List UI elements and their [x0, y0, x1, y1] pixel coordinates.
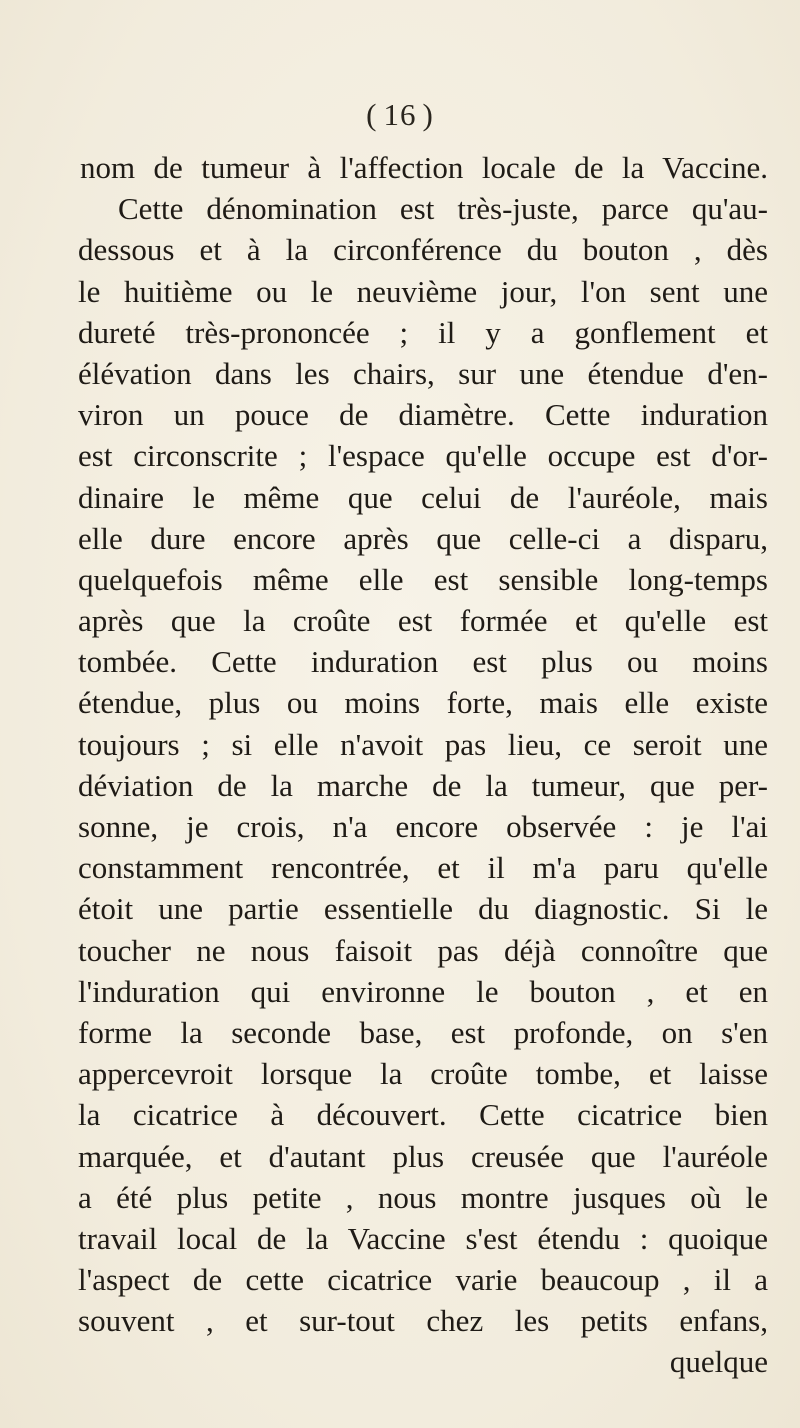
page-number-open-paren: (: [366, 97, 378, 132]
text-line: étoit une partie essentielle du diagnostic. Si le: [78, 891, 768, 927]
text-line: appercevroit lorsque la croûte tombe, et laisse: [78, 1056, 768, 1092]
text-line: travail local de la Vaccine s'est étendu : quoique: [78, 1220, 768, 1256]
text-line: Cette dénomination est très-juste, parce qu'au-: [118, 191, 768, 227]
text-line: sonne, je crois, n'a encore observée : je l'ai: [78, 809, 768, 844]
text-line: le huitième ou le neuvième jour, l'on sent une: [78, 273, 768, 309]
page-number-value: 16: [383, 97, 417, 132]
text-line: la cicatrice à découvert. Cette cicatrice bien: [78, 1097, 768, 1133]
text-line: est circonscrite ; l'espace qu'elle occupe est d'or-: [78, 438, 768, 474]
text-line: dessous et à la circonférence du bouton , dès: [78, 232, 768, 268]
catchword: quelque: [669, 1344, 768, 1380]
text-line: étendue, plus ou moins forte, mais elle existe: [78, 685, 768, 721]
text-line: toujours ; si elle n'avoit pas lieu, ce seroit une: [78, 726, 768, 762]
text-line: viron un pouce de diamètre. Cette induration: [78, 397, 768, 433]
text-line: marquée, et d'autant plus creusée que l'auréole: [78, 1138, 768, 1174]
text-line: après que la croûte est formée et qu'elle est: [78, 603, 768, 639]
text-line: dinaire le même que celui de l'auréole, mais: [78, 479, 768, 515]
text-line: quelquefois même elle est sensible long-temps: [78, 561, 768, 597]
text-line: souvent , et sur-tout chez les petits enfans,: [78, 1303, 768, 1339]
text-line: forme la seconde base, est profonde, on s'en: [78, 1014, 768, 1050]
page-number: [0, 97, 800, 133]
text-line: déviation de la marche de la tumeur, que per-: [78, 767, 768, 803]
text-line: a été plus petite , nous montre jusques où le: [78, 1179, 768, 1215]
text-line: dureté très-prononcée ; il y a gonflement et: [78, 314, 768, 350]
body-text: [78, 147, 768, 1383]
text-line: elle dure encore après que celle-ci a disparu,: [78, 520, 768, 556]
text-line: élévation dans les chairs, sur une étendue d'en-: [78, 355, 768, 391]
text-line: constamment rencontrée, et il m'a paru qu'elle: [78, 850, 768, 886]
text-line: nom de tumeur à l'affection locale de la Vaccine.: [80, 150, 768, 185]
text-line: l'aspect de cette cicatrice varie beaucoup , il a: [78, 1262, 768, 1298]
text-line: toucher ne nous faisoit pas déjà connoître que: [78, 932, 768, 968]
text-line: l'induration qui environne le bouton , et en: [78, 973, 768, 1009]
page-number-close-paren: ): [422, 97, 434, 132]
text-line: tombée. Cette induration est plus ou moins: [78, 644, 768, 680]
